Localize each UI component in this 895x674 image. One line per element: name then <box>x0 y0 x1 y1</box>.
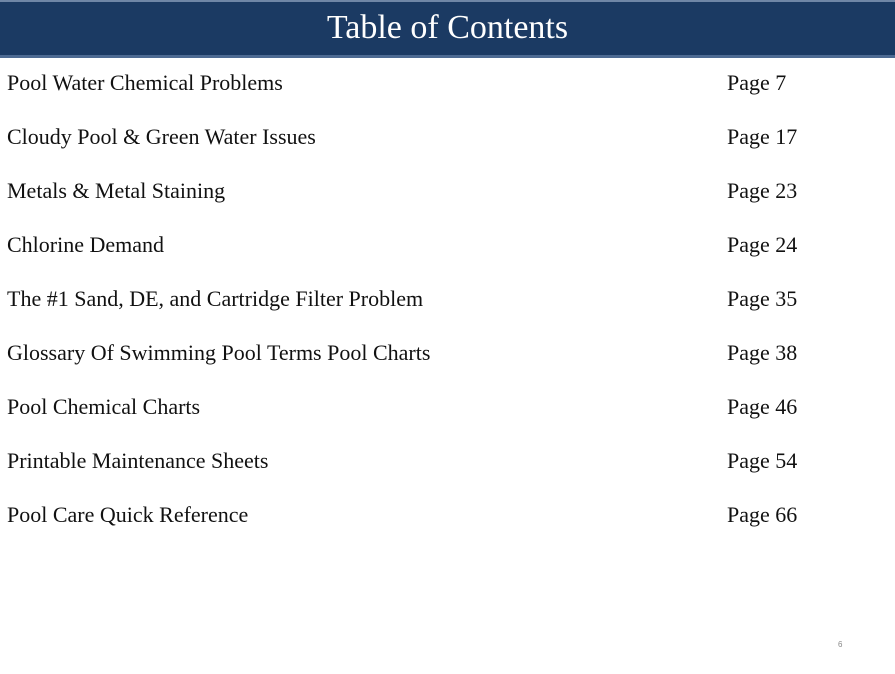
toc-entry-page: Page 35 <box>727 286 798 311</box>
toc-entry-page: Page 66 <box>727 502 798 527</box>
toc-entry-title: The #1 Sand, DE, and Cartridge Filter Problem <box>7 286 424 311</box>
toc-entry-page: Page 23 <box>727 178 798 203</box>
toc-entry-title: Glossary Of Swimming Pool Terms Pool Charts <box>7 340 431 365</box>
toc-entry-title: Pool Chemical Charts <box>7 394 201 419</box>
toc-entry[interactable] <box>0 490 895 544</box>
toc-entry[interactable] <box>0 220 895 274</box>
toc-entry-title: Metals & Metal Staining <box>7 178 226 203</box>
toc-entry[interactable] <box>0 274 895 328</box>
header-bar <box>0 0 895 58</box>
toc-entry-page: Page 17 <box>727 124 798 149</box>
toc-entry-page: Page 46 <box>727 394 798 419</box>
toc-entry-page: Page 38 <box>727 340 798 365</box>
page-number: 6 <box>838 640 843 649</box>
toc-entry-title: Cloudy Pool & Green Water Issues <box>7 124 316 149</box>
toc-entry-page: Page 24 <box>727 232 798 257</box>
toc-entry-title: Pool Water Chemical Problems <box>7 70 283 95</box>
toc-entry[interactable] <box>0 58 895 112</box>
toc-entry[interactable] <box>0 436 895 490</box>
toc-entry-page: Page 7 <box>727 70 787 95</box>
toc-entry[interactable] <box>0 382 895 436</box>
page-title: Table of Contents <box>326 8 569 46</box>
toc-entry[interactable] <box>0 166 895 220</box>
toc-entry-page: Page 54 <box>727 448 798 473</box>
toc-entry[interactable] <box>0 328 895 382</box>
toc-entry[interactable] <box>0 112 895 166</box>
toc-entry-title: Printable Maintenance Sheets <box>7 448 269 473</box>
table-of-contents <box>0 58 895 544</box>
toc-entry-title: Pool Care Quick Reference <box>7 502 249 527</box>
toc-entry-title: Chlorine Demand <box>7 232 165 257</box>
